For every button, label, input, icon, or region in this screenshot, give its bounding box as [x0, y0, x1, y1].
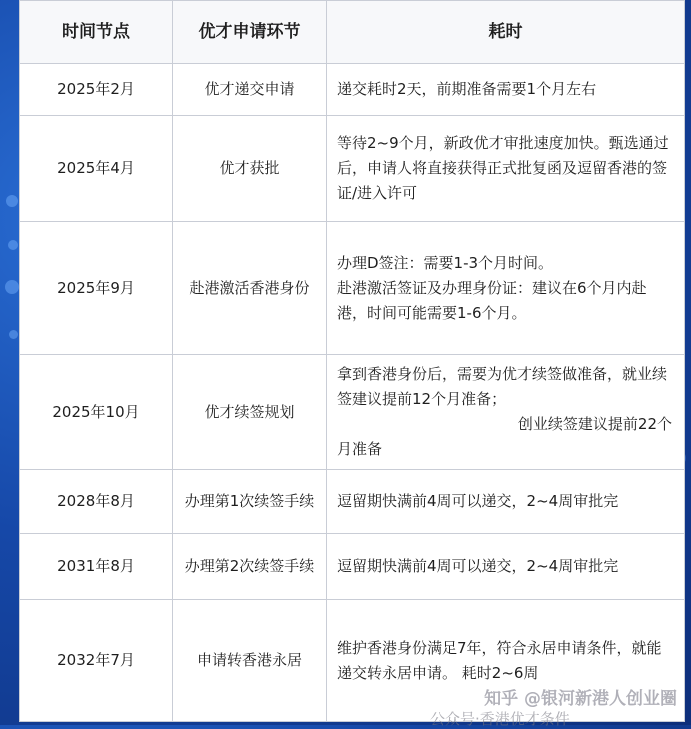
table-row	[20, 222, 685, 355]
duration-text: 等待2~9个月，新政优才审批速度加快。甄选通过后，申请人将直接获得正式批复函及逗留香港的签证/进入许可	[337, 134, 669, 202]
header-time-node: 时间节点	[20, 1, 173, 64]
time-node-cell: 2025年9月	[20, 222, 173, 355]
stage-cell: 赴港激活香港身份	[173, 222, 327, 355]
table-row	[20, 116, 685, 222]
header-duration: 耗时	[327, 1, 685, 64]
duration-text-right: 创业续签建议提前22个	[517, 415, 672, 433]
watermark-sub: 公众号·香港优才条件	[430, 710, 570, 728]
table-row	[20, 470, 685, 534]
stage-cell: 优才递交申请	[173, 64, 327, 116]
stage-cell: 优才续签规划	[173, 355, 327, 470]
duration-text: 递交耗时2天，前期准备需要1个月左右	[337, 80, 597, 98]
duration-text: 办理D签注：需要1-3个月时间。	[337, 253, 554, 272]
stage-cell: 优才获批	[173, 116, 327, 222]
duration-cell	[327, 534, 685, 600]
decor-bubble	[6, 195, 18, 207]
time-node-cell: 2028年8月	[20, 470, 173, 534]
header-stage: 优才申请环节	[173, 1, 327, 64]
stage-cell: 办理第2次续签手续	[173, 534, 327, 600]
duration-cell	[327, 470, 685, 534]
duration-cell	[327, 222, 685, 355]
decor-bubble	[5, 280, 19, 294]
decor-bubble	[8, 240, 18, 250]
duration-text-tail: 月准备	[337, 440, 383, 458]
duration-cell	[327, 116, 685, 222]
duration-text: 逗留期快满前4周可以递交，2~4周审批完	[337, 492, 619, 510]
time-node-cell: 2025年2月	[20, 64, 173, 116]
duration-cell	[327, 355, 685, 470]
duration-text: 拿到香港身份后，需要为优才续签做准备，就业续签建议提前12个月准备；	[337, 365, 668, 408]
time-node-cell: 2025年4月	[20, 116, 173, 222]
decor-bubble	[9, 330, 18, 339]
duration-text: 赴港激活签证及办理身份证：建议在6个月内赴港，时间可能需要1-6个月。	[337, 278, 647, 322]
header-row	[20, 1, 685, 64]
stage-cell: 办理第1次续签手续	[173, 470, 327, 534]
table-row	[20, 534, 685, 600]
time-node-cell: 2032年7月	[20, 600, 173, 722]
time-node-cell: 2031年8月	[20, 534, 173, 600]
watermark: 知乎 @银河新港人创业圈	[484, 689, 677, 709]
duration-cell	[327, 64, 685, 116]
stage-cell: 申请转香港永居	[173, 600, 327, 722]
table-row	[20, 64, 685, 116]
table-row	[20, 355, 685, 470]
schedule-table	[19, 0, 685, 722]
duration-text: 逗留期快满前4周可以递交，2~4周审批完	[337, 557, 619, 575]
time-node-cell: 2025年10月	[20, 355, 173, 470]
duration-text: 维护香港身份满足7年，符合永居申请条件，就能递交转永居申请。 耗时2~6周	[337, 638, 662, 682]
